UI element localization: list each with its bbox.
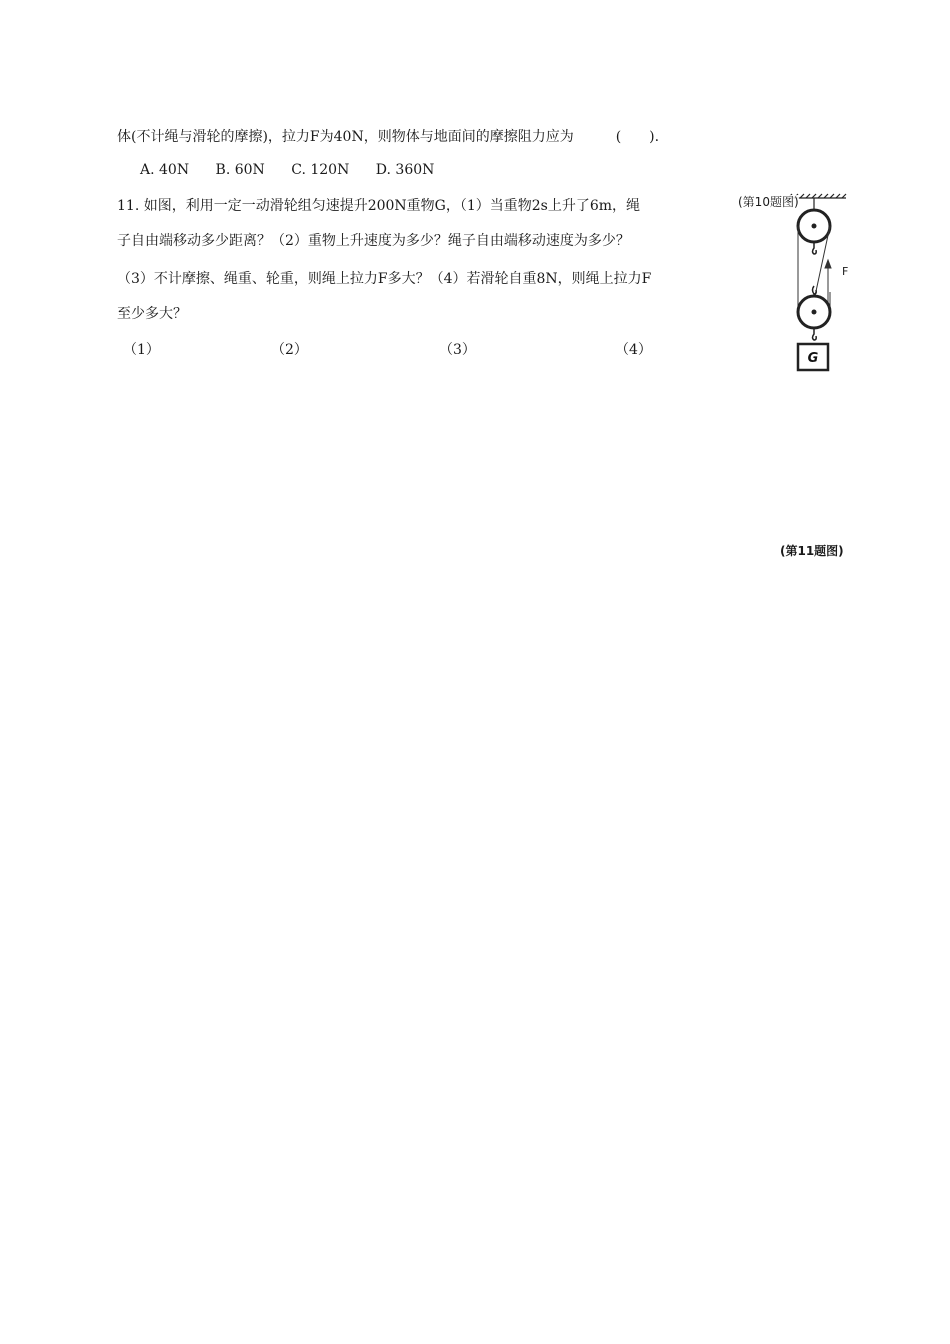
answer-label-2: （2） <box>271 342 308 358</box>
answer-label-3: （3） <box>439 342 476 358</box>
figure-10-caption: (第10题图) <box>738 195 799 209</box>
force-label: F <box>842 265 849 278</box>
option-b: B. 60N <box>215 162 265 178</box>
q10-options <box>140 160 456 180</box>
q11-line-1: 11. 如图，利用一定一动滑轮组匀速提升200N重物G，（1）当重物2s上升了6m，绳 <box>117 198 641 214</box>
movable-pulley <box>798 286 830 340</box>
figure-11-caption: (第11题图) <box>780 544 844 558</box>
q11-line-2: 子自由端移动多少距离？（2）重物上升速度为多少？绳子自由端移动速度为多少？ <box>117 233 630 249</box>
weight-label: G <box>807 351 819 366</box>
weight-block <box>798 344 828 370</box>
q10-continuation-text: 体(不计绳与滑轮的摩擦)，拉力F为40N，则物体与地面间的摩擦阻力应为 ( ). <box>117 129 660 145</box>
answer-label-4: （4） <box>615 342 652 358</box>
option-d: D. 360N <box>375 162 435 178</box>
option-a: A. 40N <box>140 162 190 178</box>
option-c: C. 120N <box>291 162 350 178</box>
answer-label-1: （1） <box>123 342 160 358</box>
q11-line-3: （3）不计摩擦、绳重、轮重，则绳上拉力F多大？（4）若滑轮自重8N，则绳上拉力F <box>117 271 652 287</box>
pulley-system-diagram <box>780 192 850 377</box>
q11-line-4: 至少多大？ <box>117 306 187 322</box>
